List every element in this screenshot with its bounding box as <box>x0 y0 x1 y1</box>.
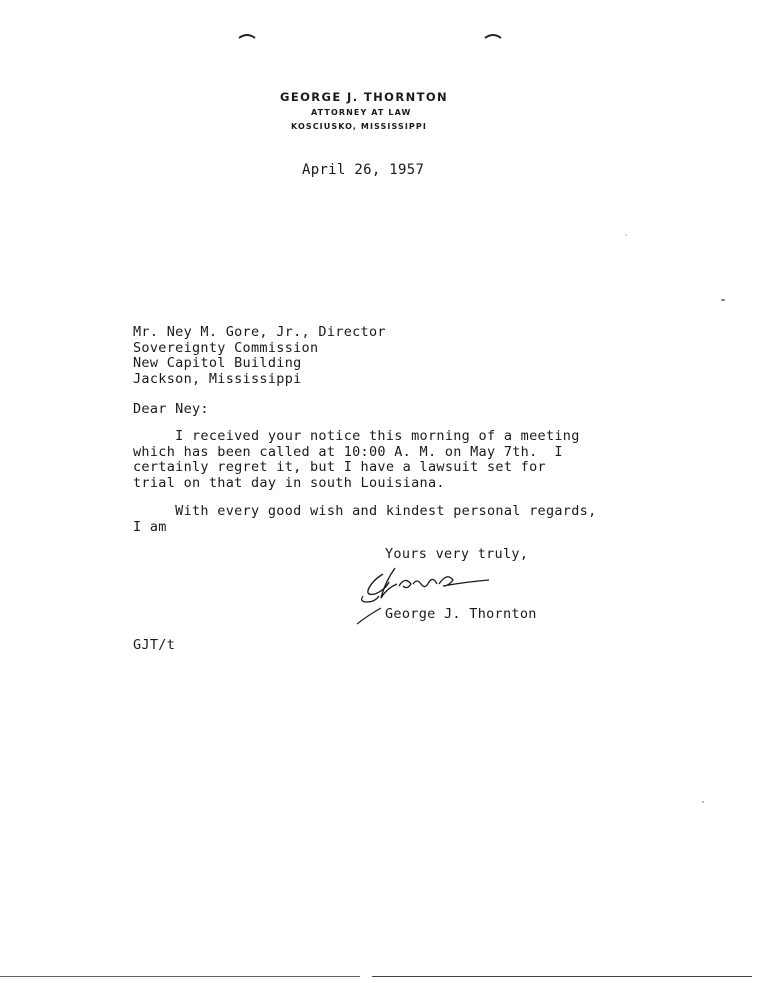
body-line: I am <box>133 518 167 535</box>
recipient-line-4: Jackson, Mississippi <box>133 370 302 387</box>
body-line: With every good wish and kindest personal regards, <box>133 503 597 519</box>
reference-initials: GJT/t <box>133 637 176 653</box>
body-line: which has been called at 10:00 A. M. on May 7th. I <box>133 443 563 460</box>
body-line: trial on that day in south Louisiana. <box>133 474 445 491</box>
body-line: certainly regret it, but I have a lawsuit set for <box>133 459 546 475</box>
recipient-line-2: Sovereignty Commission <box>133 339 319 356</box>
bottom-edge-line-right <box>372 976 752 977</box>
scan-speck <box>721 299 725 301</box>
scan-speck <box>702 801 704 803</box>
body-line: I received your notice this morning of a meeting <box>133 428 580 444</box>
bottom-edge-line-left <box>0 976 360 977</box>
letterhead-title: ATTORNEY AT LAW <box>311 108 412 117</box>
recipient-address <box>133 325 386 387</box>
complimentary-close: Yours very truly, <box>385 546 529 562</box>
letterhead-name: GEORGE J. THORNTON <box>280 90 449 104</box>
recipient-line-1: Mr. Ney M. Gore, Jr., Director <box>133 324 386 340</box>
scan-speck <box>625 234 627 236</box>
salutation: Dear Ney: <box>133 401 209 417</box>
typed-signature-name: George J. Thornton <box>385 606 537 622</box>
body-paragraph-2 <box>133 504 597 535</box>
body-paragraph-1 <box>133 429 580 491</box>
recipient-line-3: New Capitol Building <box>133 355 302 371</box>
letter-date: April 26, 1957 <box>302 162 425 178</box>
staple-mark-left <box>238 33 256 39</box>
letterhead-location: KOSCIUSKO, MISSISSIPPI <box>291 122 427 131</box>
staple-mark-right <box>484 33 502 39</box>
